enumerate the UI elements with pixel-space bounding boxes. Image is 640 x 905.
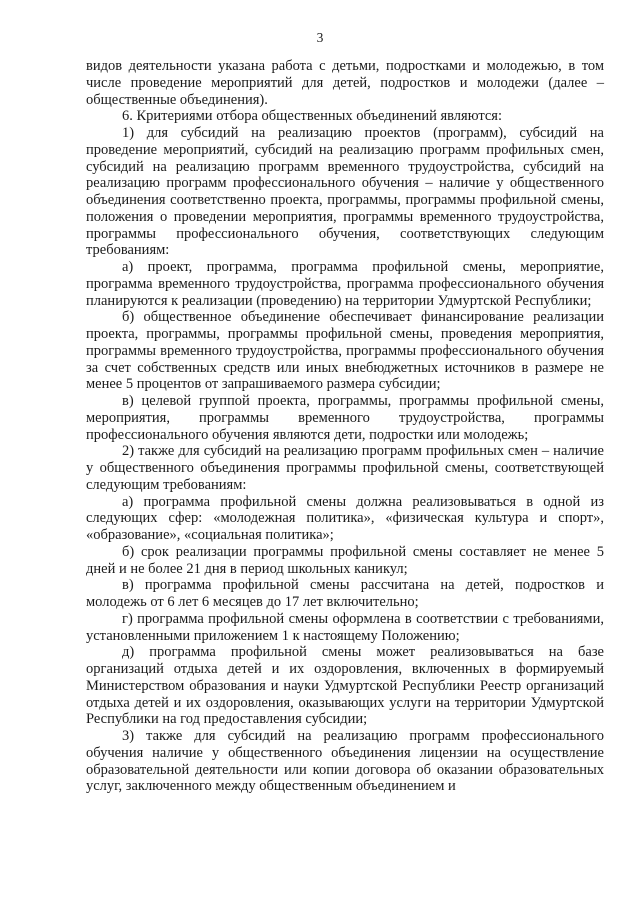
paragraph-subitem-2g: г) программа профильной смены оформлена в соответствии с требованиями, установленными приложением 1 к настоящему Положению; [86,610,604,644]
paragraph-subitem-1a: а) проект, программа, программа профильной смены, мероприятие, программа временного трудоустройства, программа профессионального обучения планируются к реализации (проведению) на территории Удмуртской Республики; [86,259,604,309]
document-body [86,58,604,795]
paragraph-item-1: 1) для субсидий на реализацию проектов (программ), субсидий на проведение мероприятий, субсидий на реализацию программ профильных смен, субсидий на реализацию программ временного трудоустройства, субсидий на реализацию программ профессионального обучения – наличие у общественного объединения соответственно проекта, программы, программы профильной смены, положения о проведении мероприятия, программы временного трудоустройства, программы профессионального обучения, соответствующих следующим требованиям: [86,125,604,259]
paragraph-item-2: 2) также для субсидий на реализацию программ профильных смен – наличие у общественного объединения программы профильной смены, соответствующей следующим требованиям: [86,443,604,493]
paragraph-subitem-2v: в) программа профильной смены рассчитана на детей, подростков и молодежь от 6 лет 6 месяцев до 17 лет включительно; [86,577,604,610]
paragraph-item-3: 3) также для субсидий на реализацию программ профессионального обучения наличие у общественного объединения лицензии на осуществление образовательной деятельности или копии договора об оказании образовательных услуг, заключенного между общественным объединением и [86,728,604,795]
paragraph-item-6: 6. Критериями отбора общественных объединений являются: [122,108,502,125]
paragraph-subitem-1v: в) целевой группой проекта, программы, программы профильной смены, мероприятия, программы временного трудоустройства, программы профессионального обучения являются дети, подростки или молодежь; [86,393,604,443]
paragraph-subitem-2a: а) программа профильной смены должна реализовываться в одной из следующих сфер: «молодежная политика», «физическая культура и спорт», «образование», «социальная политика»; [86,493,604,543]
paragraph-subitem-1b: б) общественное объединение обеспечивает финансирование реализации проекта, программы, программы профильной смены, проведения мероприятия, программы временного трудоустройства, программы профессионального обучения за счет собственных средств или иных внебюджетных источников в размере не менее 5 процентов от запрашиваемого размера субсидии; [86,309,604,393]
paragraph-subitem-2b: б) срок реализации программы профильной смены составляет не менее 5 дней и не более 21 дня в период школьных каникул; [86,543,604,577]
paragraph-continuation: видов деятельности указана работа с детьми, подростками и молодежью, в том числе проведение мероприятий для детей, подростков и молодежи (далее – общественные объединения). [86,58,604,108]
paragraph-subitem-2d: д) программа профильной смены может реализовываться на базе организаций отдыха детей и их оздоровления, включенных в формируемый Министерством образования и науки Удмуртской Республики Реестр организаций отдыха детей и их оздоровления, оказывающих услуги на территории Удмуртской Республики на год предоставления субсидии; [86,644,604,728]
page-number: 3 [316,30,324,45]
